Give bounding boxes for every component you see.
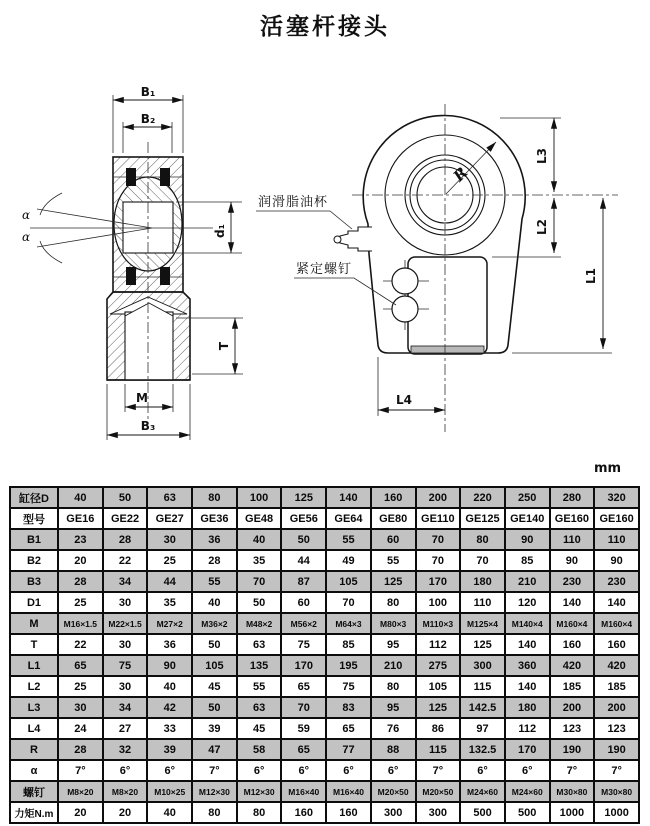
table-cell: 6° — [147, 760, 192, 781]
table-cell: 250 — [505, 487, 550, 508]
table-cell: 160 — [550, 634, 595, 655]
row-header: 力矩N.m — [10, 802, 58, 823]
unit-label: mm — [594, 461, 622, 476]
table-cell: 220 — [460, 487, 505, 508]
table-cell: 360 — [505, 655, 550, 676]
table-row — [10, 634, 639, 655]
table-cell: M30×80 — [550, 781, 595, 802]
table-cell: 112 — [416, 634, 461, 655]
table-cell: M12×30 — [237, 781, 282, 802]
table-cell: 20 — [58, 802, 103, 823]
dim-label-b2: B₂ — [140, 112, 156, 126]
table-cell: 95 — [371, 697, 416, 718]
dim-label-t: T — [217, 341, 231, 351]
table-cell: 123 — [550, 718, 595, 739]
table-cell: 420 — [550, 655, 595, 676]
table-cell: 76 — [371, 718, 416, 739]
table-cell: M160×4 — [550, 613, 595, 634]
table-cell: 30 — [103, 592, 148, 613]
table-cell: 32 — [103, 739, 148, 760]
table-cell: 90 — [505, 529, 550, 550]
row-header: B2 — [10, 550, 58, 571]
table-cell: 87 — [281, 571, 326, 592]
table-cell: 125 — [416, 697, 461, 718]
table-cell: 50 — [192, 697, 237, 718]
table-cell: 200 — [416, 487, 461, 508]
table-cell: 120 — [505, 592, 550, 613]
table-row — [10, 781, 639, 802]
table-cell: 170 — [505, 739, 550, 760]
table-cell: 44 — [281, 550, 326, 571]
dim-label-l3: L3 — [535, 148, 549, 164]
table-cell: 23 — [58, 529, 103, 550]
table-cell: 7° — [58, 760, 103, 781]
table-cell: 110 — [594, 529, 639, 550]
table-cell: 65 — [281, 676, 326, 697]
callout-set-screw: 紧定螺钉 — [296, 262, 353, 277]
table-row — [10, 592, 639, 613]
table-cell: 190 — [594, 739, 639, 760]
table-row — [10, 571, 639, 592]
table-cell: 22 — [103, 550, 148, 571]
table-cell: 70 — [326, 592, 371, 613]
table-cell: 100 — [237, 487, 282, 508]
table-cell: 65 — [58, 655, 103, 676]
callout-grease-cup: 润滑脂油杯 — [258, 195, 329, 210]
table-cell: 28 — [58, 571, 103, 592]
grease-fitting — [340, 227, 372, 251]
table-cell: 170 — [416, 571, 461, 592]
table-row — [10, 760, 639, 781]
dim-label-r: R — [449, 163, 472, 186]
table-cell: 47 — [192, 739, 237, 760]
table-row — [10, 655, 639, 676]
row-header: L2 — [10, 676, 58, 697]
row-header: L1 — [10, 655, 58, 676]
table-cell: 28 — [58, 739, 103, 760]
table-cell: GE160 — [594, 508, 639, 529]
table-cell: 24 — [58, 718, 103, 739]
table-cell: 40 — [147, 802, 192, 823]
table-cell: 40 — [192, 592, 237, 613]
table-cell: 27 — [103, 718, 148, 739]
table-cell: 20 — [58, 550, 103, 571]
table-cell: 80 — [192, 802, 237, 823]
table-cell: 190 — [550, 739, 595, 760]
table-cell: 160 — [371, 487, 416, 508]
table-cell: 36 — [192, 529, 237, 550]
table-cell: 70 — [281, 697, 326, 718]
table-cell: 22 — [58, 634, 103, 655]
table-cell: GE125 — [460, 508, 505, 529]
table-cell: 420 — [594, 655, 639, 676]
dim-label-b1: B₁ — [140, 85, 156, 99]
table-cell: 200 — [594, 697, 639, 718]
table-cell: M64×3 — [326, 613, 371, 634]
dim-label-l4: L4 — [396, 393, 412, 407]
table-cell: 55 — [371, 550, 416, 571]
table-cell: 185 — [594, 676, 639, 697]
dim-label-b3: B₃ — [140, 419, 156, 433]
table-cell: GE110 — [416, 508, 461, 529]
page-title: 活塞杆接头 — [260, 14, 390, 39]
table-cell: 97 — [460, 718, 505, 739]
table-cell: 59 — [281, 718, 326, 739]
table-cell: 65 — [281, 739, 326, 760]
row-header: 缸径D — [10, 487, 58, 508]
set-screw — [392, 268, 418, 294]
table-cell: 30 — [147, 529, 192, 550]
table-cell: 63 — [147, 487, 192, 508]
table-cell: 42 — [147, 697, 192, 718]
table-cell: M8×20 — [58, 781, 103, 802]
table-cell: 112 — [505, 718, 550, 739]
table-cell: GE27 — [147, 508, 192, 529]
table-cell: 80 — [237, 802, 282, 823]
table-cell: 300 — [460, 655, 505, 676]
table-cell: 25 — [58, 592, 103, 613]
dim-label-m: M — [136, 391, 148, 405]
table-cell: 6° — [326, 760, 371, 781]
table-cell: 160 — [326, 802, 371, 823]
table-cell: 105 — [192, 655, 237, 676]
table-cell: 85 — [326, 634, 371, 655]
table-cell: 35 — [237, 550, 282, 571]
table-cell: 6° — [103, 760, 148, 781]
table-cell: 140 — [505, 634, 550, 655]
table-cell: 75 — [281, 634, 326, 655]
table-cell: 125 — [460, 634, 505, 655]
table-cell: 6° — [505, 760, 550, 781]
table-cell: 80 — [460, 529, 505, 550]
table-cell: 95 — [371, 634, 416, 655]
table-cell: M30×80 — [594, 781, 639, 802]
dim-label-alpha-upper: α — [22, 208, 31, 222]
table-cell: 320 — [594, 487, 639, 508]
table-cell: 6° — [460, 760, 505, 781]
table-cell: 50 — [103, 487, 148, 508]
table-cell: 6° — [281, 760, 326, 781]
table-cell: 280 — [550, 487, 595, 508]
table-cell: 34 — [103, 697, 148, 718]
table-cell: 86 — [416, 718, 461, 739]
table-cell: 30 — [103, 634, 148, 655]
table-cell: GE64 — [326, 508, 371, 529]
table-cell: 36 — [147, 634, 192, 655]
table-cell: M140×4 — [505, 613, 550, 634]
table-cell: 7° — [416, 760, 461, 781]
table-cell: 33 — [147, 718, 192, 739]
table-cell: GE80 — [371, 508, 416, 529]
table-cell: M12×30 — [192, 781, 237, 802]
table-cell: 7° — [594, 760, 639, 781]
table-cell: M8×20 — [103, 781, 148, 802]
table-cell: 110 — [550, 529, 595, 550]
dim-label-l1: L1 — [584, 268, 598, 284]
table-cell: 55 — [192, 571, 237, 592]
leader-line — [256, 211, 352, 229]
table-cell: M56×2 — [281, 613, 326, 634]
table-cell: 105 — [326, 571, 371, 592]
table-row — [10, 802, 639, 823]
table-cell: 90 — [550, 550, 595, 571]
table-cell: 25 — [58, 676, 103, 697]
row-header: D1 — [10, 592, 58, 613]
seal — [126, 267, 136, 285]
table-cell: 195 — [326, 655, 371, 676]
table-cell: M16×40 — [281, 781, 326, 802]
table-cell: 500 — [505, 802, 550, 823]
table-cell: 170 — [281, 655, 326, 676]
table-cell: 35 — [147, 592, 192, 613]
table-cell: M20×50 — [416, 781, 461, 802]
row-header: B3 — [10, 571, 58, 592]
row-header: 型号 — [10, 508, 58, 529]
table-cell: 80 — [371, 676, 416, 697]
table-cell: 142.5 — [460, 697, 505, 718]
table-cell: 75 — [103, 655, 148, 676]
table-cell: M24×60 — [505, 781, 550, 802]
table-cell: 80 — [371, 592, 416, 613]
table-cell: M24×60 — [460, 781, 505, 802]
table-cell: 230 — [594, 571, 639, 592]
table-cell: 180 — [460, 571, 505, 592]
dim-label-alpha-lower: α — [22, 230, 31, 244]
seal — [160, 267, 170, 285]
row-header: R — [10, 739, 58, 760]
table-cell: 88 — [371, 739, 416, 760]
clamp-slot — [411, 346, 484, 353]
table-cell: 100 — [416, 592, 461, 613]
table-cell: GE48 — [237, 508, 282, 529]
row-header: B1 — [10, 529, 58, 550]
table-cell: 63 — [237, 634, 282, 655]
row-header: L3 — [10, 697, 58, 718]
table-cell: 300 — [416, 802, 461, 823]
table-cell: 160 — [281, 802, 326, 823]
table-cell: M27×2 — [147, 613, 192, 634]
table-cell: 1000 — [594, 802, 639, 823]
table-cell: GE56 — [281, 508, 326, 529]
table-cell: 125 — [281, 487, 326, 508]
table-cell: 77 — [326, 739, 371, 760]
table-cell: 500 — [460, 802, 505, 823]
table-cell: 160 — [594, 634, 639, 655]
table-cell: 28 — [103, 529, 148, 550]
table-cell: 40 — [147, 676, 192, 697]
table-cell: 49 — [326, 550, 371, 571]
table-cell: 63 — [237, 697, 282, 718]
seal — [160, 168, 170, 186]
row-header: T — [10, 634, 58, 655]
table-cell: 50 — [281, 529, 326, 550]
table-row — [10, 508, 639, 529]
table-cell: 75 — [326, 676, 371, 697]
table-cell: 25 — [147, 550, 192, 571]
table-cell: M36×2 — [192, 613, 237, 634]
seal — [126, 168, 136, 186]
table-row — [10, 697, 639, 718]
table-cell: 180 — [505, 697, 550, 718]
table-cell: GE16 — [58, 508, 103, 529]
table-cell: 39 — [147, 739, 192, 760]
table-cell: 90 — [594, 550, 639, 571]
table-cell: GE160 — [550, 508, 595, 529]
table-cell: 6° — [371, 760, 416, 781]
row-header: L4 — [10, 718, 58, 739]
table-cell: 28 — [192, 550, 237, 571]
table-cell: M125×4 — [460, 613, 505, 634]
table-cell: M80×3 — [371, 613, 416, 634]
front-view — [22, 85, 243, 440]
table-row — [10, 550, 639, 571]
table-cell: 140 — [550, 592, 595, 613]
table-cell: 230 — [550, 571, 595, 592]
table-row — [10, 676, 639, 697]
table-cell: 50 — [192, 634, 237, 655]
thread-hole — [125, 312, 173, 380]
table-cell: 7° — [192, 760, 237, 781]
table-cell: 7° — [550, 760, 595, 781]
row-header: α — [10, 760, 58, 781]
table-cell: 40 — [237, 529, 282, 550]
table-cell: 1000 — [550, 802, 595, 823]
spec-table — [9, 486, 640, 824]
table-cell: 125 — [371, 571, 416, 592]
table-cell: 80 — [192, 487, 237, 508]
table-cell: 90 — [147, 655, 192, 676]
table-cell: 140 — [326, 487, 371, 508]
table-cell: 60 — [281, 592, 326, 613]
table-cell: 45 — [192, 676, 237, 697]
side-view — [256, 104, 618, 432]
table-cell: 300 — [371, 802, 416, 823]
row-header: M — [10, 613, 58, 634]
dim-label-d1: d₁ — [213, 224, 227, 238]
table-cell: 115 — [416, 739, 461, 760]
table-cell: 83 — [326, 697, 371, 718]
table-cell: 70 — [460, 550, 505, 571]
table-cell: 39 — [192, 718, 237, 739]
table-cell: 210 — [505, 571, 550, 592]
row-header: 螺钉 — [10, 781, 58, 802]
table-row — [10, 739, 639, 760]
table-cell: M10×25 — [147, 781, 192, 802]
table-cell: 58 — [237, 739, 282, 760]
table-cell: 70 — [416, 550, 461, 571]
table-cell: 70 — [237, 571, 282, 592]
table-row — [10, 613, 639, 634]
table-cell: 110 — [460, 592, 505, 613]
table-row — [10, 529, 639, 550]
table-cell: 210 — [371, 655, 416, 676]
set-screw — [392, 296, 418, 322]
table-cell: 6° — [237, 760, 282, 781]
table-cell: 34 — [103, 571, 148, 592]
table-cell: 105 — [416, 676, 461, 697]
table-row — [10, 487, 639, 508]
table-cell: 45 — [237, 718, 282, 739]
table-cell: 275 — [416, 655, 461, 676]
table-cell: GE22 — [103, 508, 148, 529]
table-cell: 50 — [237, 592, 282, 613]
table-cell: GE140 — [505, 508, 550, 529]
table-cell: 44 — [147, 571, 192, 592]
table-cell: 140 — [505, 676, 550, 697]
table-cell: M160×4 — [594, 613, 639, 634]
table-cell: 30 — [103, 676, 148, 697]
table-cell: 60 — [371, 529, 416, 550]
table-cell: 30 — [58, 697, 103, 718]
table-cell: 115 — [460, 676, 505, 697]
table-cell: M22×1.5 — [103, 613, 148, 634]
table-cell: 70 — [416, 529, 461, 550]
table-cell: 55 — [237, 676, 282, 697]
table-cell: 65 — [326, 718, 371, 739]
clamp-block — [408, 257, 487, 354]
table-cell: 132.5 — [460, 739, 505, 760]
table-cell: M16×40 — [326, 781, 371, 802]
table-cell: 85 — [505, 550, 550, 571]
table-cell: 55 — [326, 529, 371, 550]
table-cell: 200 — [550, 697, 595, 718]
table-cell: 123 — [594, 718, 639, 739]
table-cell: 40 — [58, 487, 103, 508]
table-cell: M16×1.5 — [58, 613, 103, 634]
table-cell: M48×2 — [237, 613, 282, 634]
table-row — [10, 718, 639, 739]
table-cell: M20×50 — [371, 781, 416, 802]
table-cell: 185 — [550, 676, 595, 697]
dim-label-l2: L2 — [535, 219, 549, 235]
table-cell: 140 — [594, 592, 639, 613]
table-cell: 135 — [237, 655, 282, 676]
table-cell: GE36 — [192, 508, 237, 529]
table-cell: M110×3 — [416, 613, 461, 634]
table-cell: 20 — [103, 802, 148, 823]
